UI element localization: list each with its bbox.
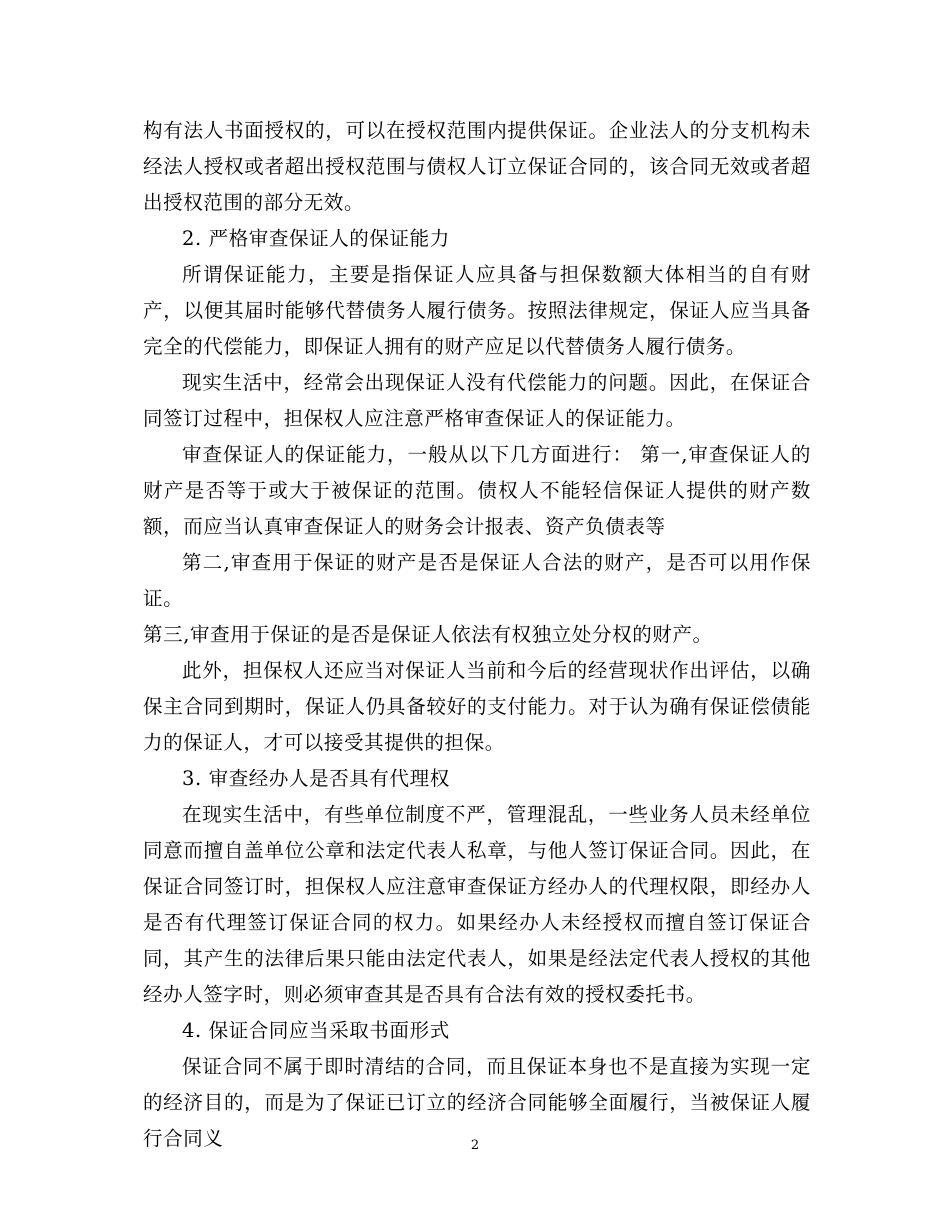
paragraph-review-first: 审查保证人的保证能力，一般从以下几方面进行： 第一,审查保证人的财产是否等于或大于被保证的范围。债权人不能轻信保证人提供的财产数额，而应当认真审查保证人的财务会计报表、资产负债表等: [143, 443, 811, 538]
paragraph-review-third: 第三,审查用于保证的是否是保证人依法有权独立处分权的财产。: [143, 623, 713, 646]
page-number: 2: [470, 1138, 480, 1153]
section-heading-2: 2. 严格审查保证人的保证能力: [182, 227, 450, 250]
document-body: [143, 113, 811, 1157]
paragraph-review-second: 第二,审查用于保证的财产是否是保证人合法的财产，是否可以用作保证。: [143, 551, 811, 610]
paragraph-guarantee-capacity: 所谓保证能力，主要是指保证人应具备与担保数额大体相当的自有财产，以便其届时能够代替债务人履行债务。按照法律规定，保证人应当具备完全的代偿能力，即保证人拥有的财产应足以代替债务人履行债务。: [143, 263, 811, 358]
paragraph-assessment: 此外，担保权人还应当对保证人当前和今后的经营现状作出评估，以确保主合同到期时，保证人仍具备较好的支付能力。对于认为确有保证偿债能力的保证人，才可以接受其提供的担保。: [143, 659, 811, 754]
paragraph-written-form: 保证合同不属于即时清结的合同，而且保证本身也不是直接为实现一定的经济目的，而是为了保证已订立的经济合同能够全面履行，当被保证人履行合同义: [143, 1055, 811, 1150]
section-heading-3: 3. 审查经办人是否具有代理权: [182, 767, 450, 790]
paragraph-real-life: 现实生活中，经常会出现保证人没有代偿能力的问题。因此，在保证合同签订过程中，担保权人应注意严格审查保证人的保证能力。: [143, 371, 811, 430]
section-heading-4: 4. 保证合同应当采取书面形式: [182, 1019, 450, 1042]
paragraph-continuation: 构有法人书面授权的，可以在授权范围内提供保证。企业法人的分支机构未经法人授权或者超出授权范围与债权人订立保证合同的，该合同无效或者超出授权范围的部分无效。: [143, 119, 811, 214]
paragraph-agent-authority: 在现实生活中，有些单位制度不严，管理混乱，一些业务人员未经单位同意而擅自盖单位公章和法定代表人私章，与他人签订保证合同。因此，在保证合同签订时，担保权人应注意审查保证方经办人的代理权限，即经办人是否有代理签订保证合同的权力。如果经办人未经授权而擅自签订保证合同，其产生的法律后果只能由法定代表人，如果是经法定代表人授权的其他经办人签字时，则必须审查其是否具有合法有效的授权委托书。: [143, 803, 811, 1006]
